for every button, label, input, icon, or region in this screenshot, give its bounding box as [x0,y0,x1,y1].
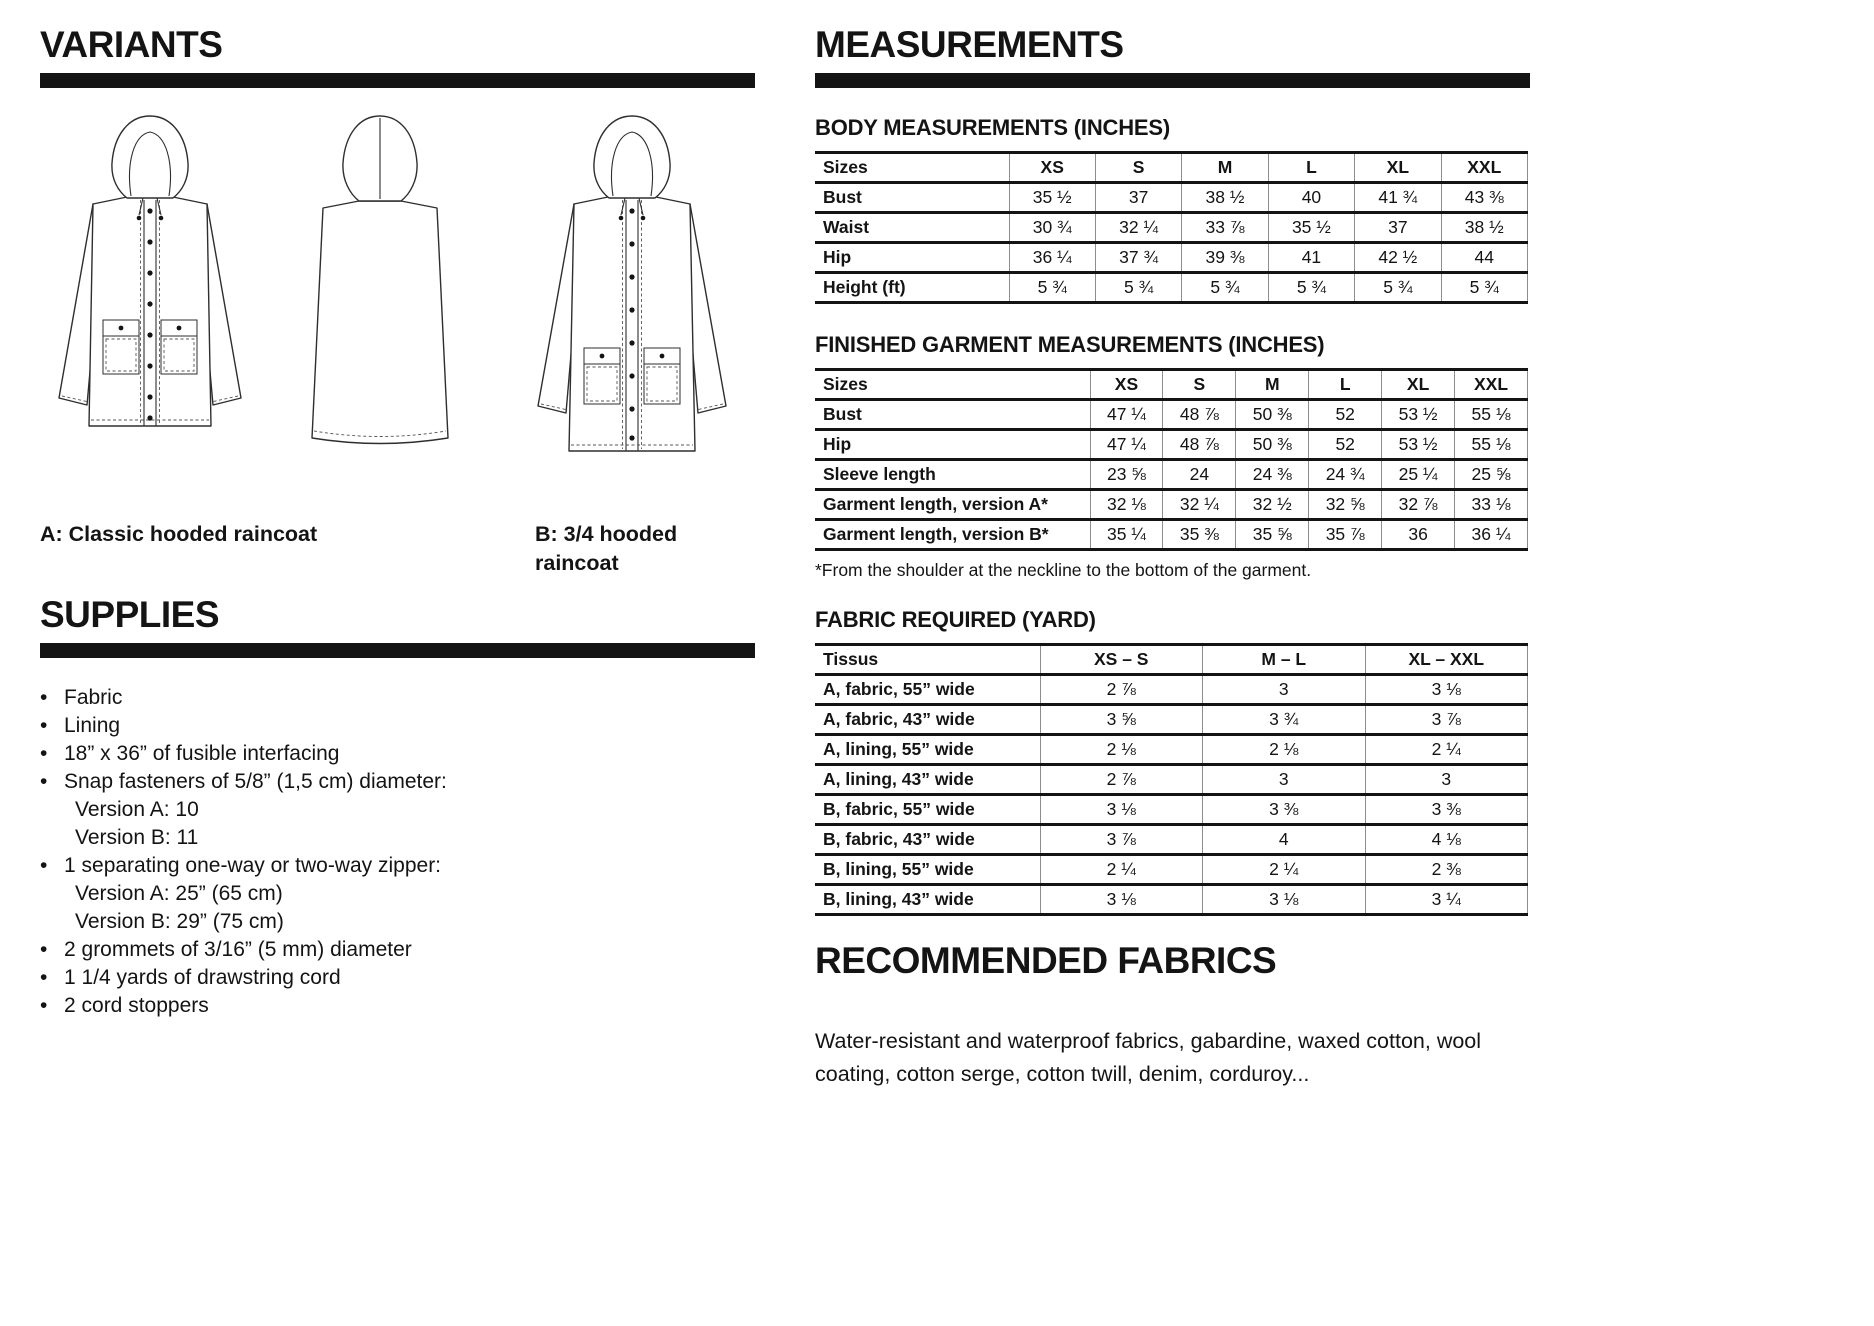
table-cell: 35 ¼ [1090,520,1163,550]
bullet-icon: • [40,742,48,765]
table-cell: 3 ⅛ [1040,885,1203,915]
table-cell: 25 ¼ [1382,460,1455,490]
table-cell: 38 ½ [1441,213,1527,243]
table-cell: XL – XXL [1365,645,1528,675]
table-cell: 2 ⅞ [1040,675,1203,705]
measurements-title-rule [815,73,1530,88]
table-cell: 3 ⅜ [1203,795,1366,825]
table-cell: 37 ¾ [1095,243,1181,273]
supplies-item [40,936,755,964]
table-row-label: B, lining, 55” wide [823,859,974,879]
variant-a-front-drawing [45,108,255,448]
table-cell: 47 ¼ [1090,400,1163,430]
table-cell: 39 ⅜ [1182,243,1268,273]
table-cell: 3 ⅛ [1040,795,1203,825]
table-cell: 5 ¾ [1182,273,1268,303]
table-cell: 2 ¼ [1040,855,1203,885]
table-cell: 50 ⅜ [1236,400,1309,430]
table-row [815,520,1528,550]
table-cell: 25 ⅝ [1455,460,1528,490]
table-row-label: Height (ft) [823,277,906,297]
table-cell: 53 ½ [1382,400,1455,430]
bullet-icon: • [40,994,48,1017]
bullet-icon: • [40,714,48,737]
table-cell: XXL [1455,370,1528,400]
table-cell: 3 [1365,765,1528,795]
table-cell: 5 ¾ [1095,273,1181,303]
table-row [815,765,1528,795]
table-cell: 5 ¾ [1009,273,1095,303]
supplies-item-text: 18” x 36” of fusible interfacing [64,742,340,765]
recommended-fabrics-text: Water-resistant and waterproof fabrics, gabardine, waxed cotton, wool coating, cotton serge, cotton twill, denim, corduroy... [815,1029,1482,1086]
supplies-item-text: 1 separating one-way or two-way zipper: [64,854,442,877]
table-cell: 38 ½ [1182,183,1268,213]
table-cell: XS [1009,153,1095,183]
table-row-label: A, lining, 43” wide [823,769,974,789]
supplies-subitem: Version A: 10 [75,798,199,821]
table-row [815,490,1528,520]
table-cell: 32 ¼ [1095,213,1181,243]
supplies-title: SUPPLIES [40,594,219,635]
table-cell: 52 [1309,400,1382,430]
table-row [815,460,1528,490]
table-cell: 3 ⅛ [1365,675,1528,705]
table-cell: XL [1355,153,1441,183]
table-cell: 41 ¾ [1355,183,1441,213]
table-cell: 32 ½ [1236,490,1309,520]
table-cell: 30 ¾ [1009,213,1095,243]
table-cell: 48 ⅞ [1163,400,1236,430]
table-row-label: Sleeve length [823,464,936,484]
table-cell: XL [1382,370,1455,400]
table-cell: 43 ⅜ [1441,183,1527,213]
table-cell: 32 ⅛ [1090,490,1163,520]
table-row [815,735,1528,765]
bullet-icon: • [40,686,48,709]
table-row-label: A, fabric, 55” wide [823,679,975,699]
table-cell: XS [1090,370,1163,400]
table-cell: 35 ⅝ [1236,520,1309,550]
table-cell: 5 ¾ [1441,273,1527,303]
table-cell: 4 [1203,825,1366,855]
supplies-item [40,964,755,992]
variant-b-label: B: 3/4 hooded raincoat [535,522,678,575]
table-cell: XS – S [1040,645,1203,675]
table-cell: 23 ⅝ [1090,460,1163,490]
supplies-list [40,684,755,1020]
table-cell: 3 ⅝ [1040,705,1203,735]
measurements-title: MEASUREMENTS [815,24,1124,65]
raincoat-back-view-drawing [285,108,475,453]
table-row-label: Sizes [823,374,868,394]
table-cell: 36 ¼ [1009,243,1095,273]
supplies-subitem: Version A: 25” (65 cm) [75,882,283,905]
table-row-label: Bust [823,187,862,207]
table-cell: 2 ¼ [1365,735,1528,765]
table-row [815,273,1528,303]
table-header-row [815,645,1528,675]
table-cell: XXL [1441,153,1527,183]
table-row [815,213,1528,243]
table-row-label: Sizes [823,157,868,177]
table-cell: 37 [1095,183,1181,213]
table-cell: 32 ¼ [1163,490,1236,520]
table-cell: 5 ¾ [1355,273,1441,303]
table-cell: 41 [1268,243,1354,273]
table-row [815,795,1528,825]
table-cell: S [1163,370,1236,400]
table-cell: 55 ⅛ [1455,430,1528,460]
table-cell: S [1095,153,1181,183]
supplies-item-text: Fabric [64,686,123,709]
table-row-label: Hip [823,434,852,454]
supplies-subitem: Version B: 29” (75 cm) [75,910,284,933]
table-cell: 24 ¾ [1309,460,1382,490]
table-row-label: Waist [823,217,870,237]
supplies-item-text: Snap fasteners of 5/8” (1,5 cm) diameter: [64,770,447,793]
table-row [815,885,1528,915]
recommended-fabrics-title: RECOMMENDED FABRICS [815,940,1277,981]
table-cell: 44 [1441,243,1527,273]
table-cell: 50 ⅜ [1236,430,1309,460]
fabric-required-heading: FABRIC REQUIRED (YARD) [815,607,1096,632]
table-row-label: Bust [823,404,862,424]
fabric-required-table [815,643,1528,916]
supplies-title-rule [40,643,755,658]
supplies-item [40,992,755,1020]
garment-length-footnote: *From the shoulder at the neckline to the bottom of the garment. [815,560,1312,580]
table-cell: 55 ⅛ [1455,400,1528,430]
table-row-label: Garment length, version B* [823,524,1049,544]
variant-labels [40,520,755,578]
bullet-icon: • [40,854,48,877]
bullet-icon: • [40,938,48,961]
variants-title: VARIANTS [40,24,223,65]
table-cell: 2 ⅞ [1040,765,1203,795]
body-measurements-table [815,151,1528,304]
table-row-label: Tissus [823,649,879,669]
bullet-icon: • [40,966,48,989]
table-cell: 2 ⅛ [1040,735,1203,765]
table-cell: 33 ⅛ [1455,490,1528,520]
table-cell: 4 ⅛ [1365,825,1528,855]
table-cell: 2 ¼ [1203,855,1366,885]
supplies-item [40,684,755,712]
table-row-label: B, fabric, 43” wide [823,829,975,849]
table-cell: 2 ⅜ [1365,855,1528,885]
supplies-item-text: 2 cord stoppers [64,994,209,1017]
left-column [40,26,755,1091]
table-row-label: Garment length, version A* [823,494,1048,514]
table-cell: 2 ⅛ [1203,735,1366,765]
table-row-label: B, lining, 43” wide [823,889,974,909]
supplies-item [40,740,755,768]
table-row-label: Hip [823,247,852,267]
variant-a-label: A: Classic hooded raincoat [40,522,318,546]
table-row [815,675,1528,705]
finished-measurements-heading: FINISHED GARMENT MEASUREMENTS (INCHES) [815,332,1325,357]
table-cell: 3 ⅞ [1365,705,1528,735]
table-cell: 33 ⅞ [1182,213,1268,243]
table-cell: M [1236,370,1309,400]
table-cell: 35 ½ [1268,213,1354,243]
table-cell: 36 [1382,520,1455,550]
table-row-label: A, fabric, 43” wide [823,709,975,729]
table-cell: 35 ½ [1009,183,1095,213]
supplies-item [40,768,755,796]
table-row [815,400,1528,430]
table-cell: 40 [1268,183,1354,213]
table-cell: 3 ¼ [1365,885,1528,915]
supplies-section [40,596,755,658]
table-cell: 3 ¾ [1203,705,1366,735]
variant-b-front-drawing [510,108,755,473]
variants-title-rule [40,73,755,88]
supplies-item [40,712,755,740]
table-cell: 47 ¼ [1090,430,1163,460]
supplies-item [40,852,755,880]
table-cell: 3 ⅞ [1040,825,1203,855]
table-cell: 37 [1355,213,1441,243]
table-header-row [815,153,1528,183]
table-cell: 35 ⅜ [1163,520,1236,550]
finished-garment-table [815,368,1528,551]
table-row [815,243,1528,273]
supplies-subitem: Version B: 11 [75,826,199,849]
table-cell: 24 [1163,460,1236,490]
table-cell: 53 ½ [1382,430,1455,460]
table-row [815,183,1528,213]
table-cell: 3 ⅛ [1203,885,1366,915]
table-cell: 32 ⅞ [1382,490,1455,520]
body-measurements-heading: BODY MEASUREMENTS (INCHES) [815,115,1170,140]
table-row [815,705,1528,735]
supplies-item-text: Lining [64,714,121,737]
table-cell: M [1182,153,1268,183]
table-cell: 3 [1203,675,1366,705]
table-cell: 3 [1203,765,1366,795]
table-row-label: A, lining, 55” wide [823,739,974,759]
table-header-row [815,370,1528,400]
table-row [815,430,1528,460]
table-cell: 5 ¾ [1268,273,1354,303]
right-column [815,26,1530,1091]
table-cell: 35 ⅞ [1309,520,1382,550]
table-cell: L [1268,153,1354,183]
table-row [815,855,1528,885]
table-row [815,825,1528,855]
table-cell: 52 [1309,430,1382,460]
supplies-item-text: 2 grommets of 3/16” (5 mm) diameter [64,938,412,961]
table-cell: 48 ⅞ [1163,430,1236,460]
supplies-item-text: 1 1/4 yards of drawstring cord [64,966,341,989]
table-cell: M – L [1203,645,1366,675]
bullet-icon: • [40,770,48,793]
table-cell: 3 ⅜ [1365,795,1528,825]
table-cell: L [1309,370,1382,400]
table-cell: 32 ⅝ [1309,490,1382,520]
table-cell: 42 ½ [1355,243,1441,273]
table-row-label: B, fabric, 55” wide [823,799,975,819]
table-cell: 24 ⅜ [1236,460,1309,490]
variant-drawings [40,108,755,476]
table-cell: 36 ¼ [1455,520,1528,550]
